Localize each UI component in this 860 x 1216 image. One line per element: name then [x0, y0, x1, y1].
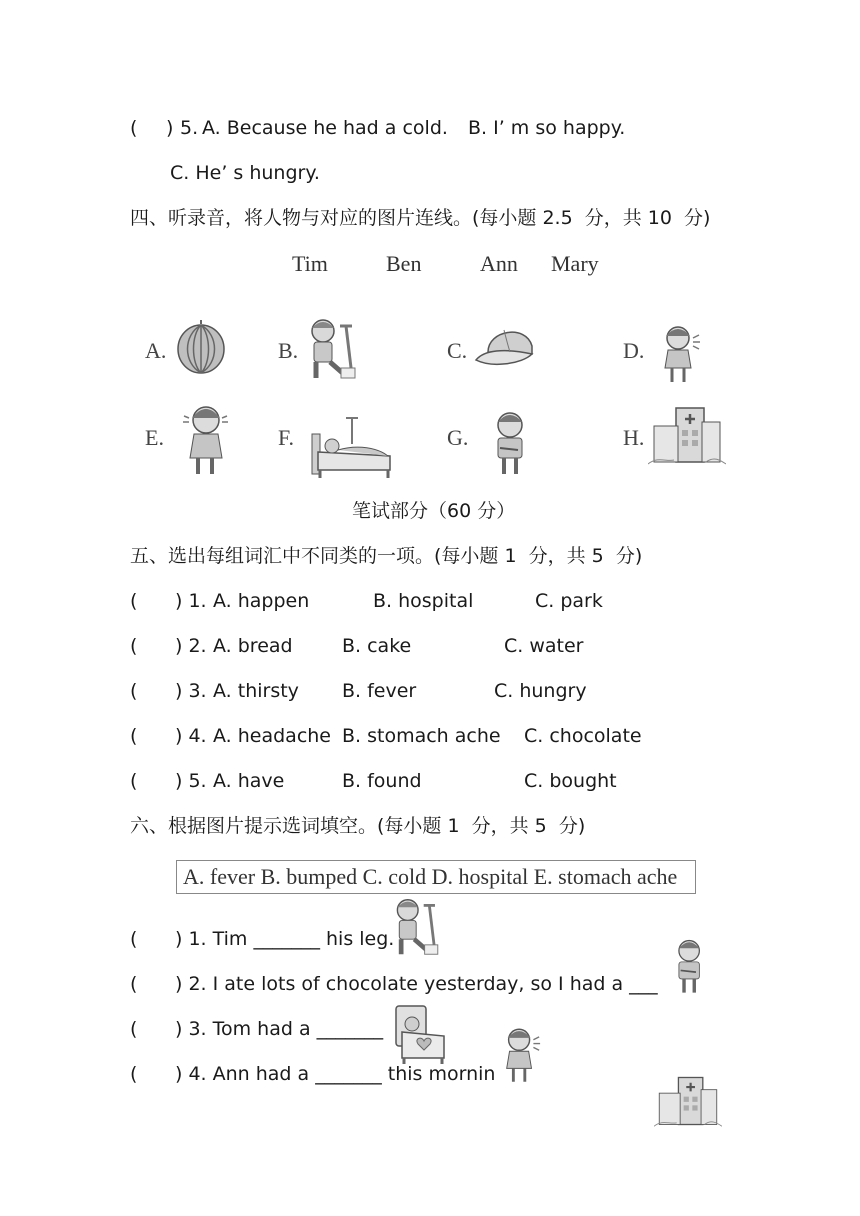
cap-icon	[474, 322, 536, 370]
sec6-q1-paren: (	[130, 928, 138, 950]
sec5-q3-b: B. fever	[342, 680, 417, 702]
sec5-q4-a: A. headache	[213, 725, 331, 747]
sec5-q1-num: ) 1.	[175, 590, 207, 612]
sec5-q3-c: C. hungry	[494, 680, 587, 702]
sec6-q4-paren: (	[130, 1063, 138, 1085]
sec5-q2-a: A. bread	[213, 635, 293, 657]
pic-label-h: H.	[623, 425, 645, 450]
sec5-q4-c: C. chocolate	[524, 725, 642, 747]
word-options-box: A. fever B. bumped C. cold D. hospital E. stomach ache	[176, 860, 696, 894]
sec5-q4-b: B. stomach ache	[342, 725, 501, 747]
girl-headache-icon	[180, 402, 236, 478]
written-section-title: 笔试部分（60 分）	[352, 500, 516, 522]
girl-sneezing-icon	[500, 1026, 542, 1086]
section5-heading: 五、选出每组词汇中不同类的一项。(每小题 1 分，共 5 分)	[130, 545, 643, 567]
q5-option-c: C. He’ s hungry.	[170, 162, 320, 184]
section6-heading: 六、根据图片提示选词填空。(每小题 1 分，共 5 分)	[130, 815, 586, 837]
sec6-q3-paren: (	[130, 1018, 138, 1040]
sec5-q3-paren: (	[130, 680, 138, 702]
name-tim: Tim	[292, 251, 328, 276]
pic-label-f: F.	[278, 425, 294, 450]
sec6-q3-text: ) 3. Tom had a _______	[175, 1018, 384, 1040]
sec6-q1-text: ) 1. Tim _______ his leg.	[175, 928, 395, 950]
pic-label-a: A.	[145, 338, 167, 363]
boy-stomach-ache-icon	[488, 410, 534, 478]
sec5-q1-b: B. hospital	[373, 590, 474, 612]
boy-stomach-ache-icon	[670, 938, 710, 996]
pic-label-e: E.	[145, 425, 164, 450]
sec5-q5-a: A. have	[213, 770, 285, 792]
sec5-q2-paren: (	[130, 635, 138, 657]
sec5-q5-paren: (	[130, 770, 138, 792]
sec5-q3-num: ) 3.	[175, 680, 207, 702]
boy-with-crutch-icon	[306, 316, 364, 382]
q5-option-a: A. Because he had a cold.	[202, 117, 448, 139]
sec5-q2-c: C. water	[504, 635, 584, 657]
pic-label-b: B.	[278, 338, 299, 363]
sick-in-bed-icon	[308, 414, 394, 480]
sec5-q4-num: ) 4.	[175, 725, 207, 747]
pic-label-g: G.	[447, 425, 469, 450]
girl-sneezing-icon	[658, 324, 702, 386]
sec5-q5-b: B. found	[342, 770, 422, 792]
section4-heading: 四、听录音，将人物与对应的图片连线。(每小题 2.5 分，共 10 分)	[130, 207, 711, 229]
sick-in-bed-icon	[392, 1002, 448, 1064]
hospital-icon	[654, 1074, 722, 1128]
pic-label-c: C.	[447, 338, 468, 363]
sec5-q1-paren: (	[130, 590, 138, 612]
hospital-icon	[648, 404, 726, 466]
name-mary: Mary	[551, 251, 599, 276]
q5-number: 5.	[180, 117, 199, 139]
sec5-q5-c: C. bought	[524, 770, 617, 792]
sec5-q3-a: A. thirsty	[213, 680, 299, 702]
sec5-q1-a: A. happen	[213, 590, 310, 612]
q5-paren-open: (	[130, 117, 138, 139]
name-ben: Ben	[386, 251, 422, 276]
sec5-q1-c: C. park	[535, 590, 603, 612]
sec5-q4-paren: (	[130, 725, 138, 747]
q5-paren-close: )	[166, 117, 174, 139]
sec6-q2-paren: (	[130, 973, 138, 995]
watermelon-icon	[176, 320, 226, 374]
q5-option-b: B. I’ m so happy.	[468, 117, 626, 139]
sec6-q4-text: ) 4. Ann had a _______ this mornin	[175, 1063, 496, 1085]
sec5-q2-num: ) 2.	[175, 635, 207, 657]
sec5-q5-num: ) 5.	[175, 770, 207, 792]
boy-with-crutch-icon	[390, 896, 448, 958]
sec5-q2-b: B. cake	[342, 635, 412, 657]
name-ann: Ann	[480, 251, 518, 276]
pic-label-d: D.	[623, 338, 645, 363]
sec6-q2-text: ) 2. I ate lots of chocolate yesterday, so I had a ___	[175, 973, 658, 995]
